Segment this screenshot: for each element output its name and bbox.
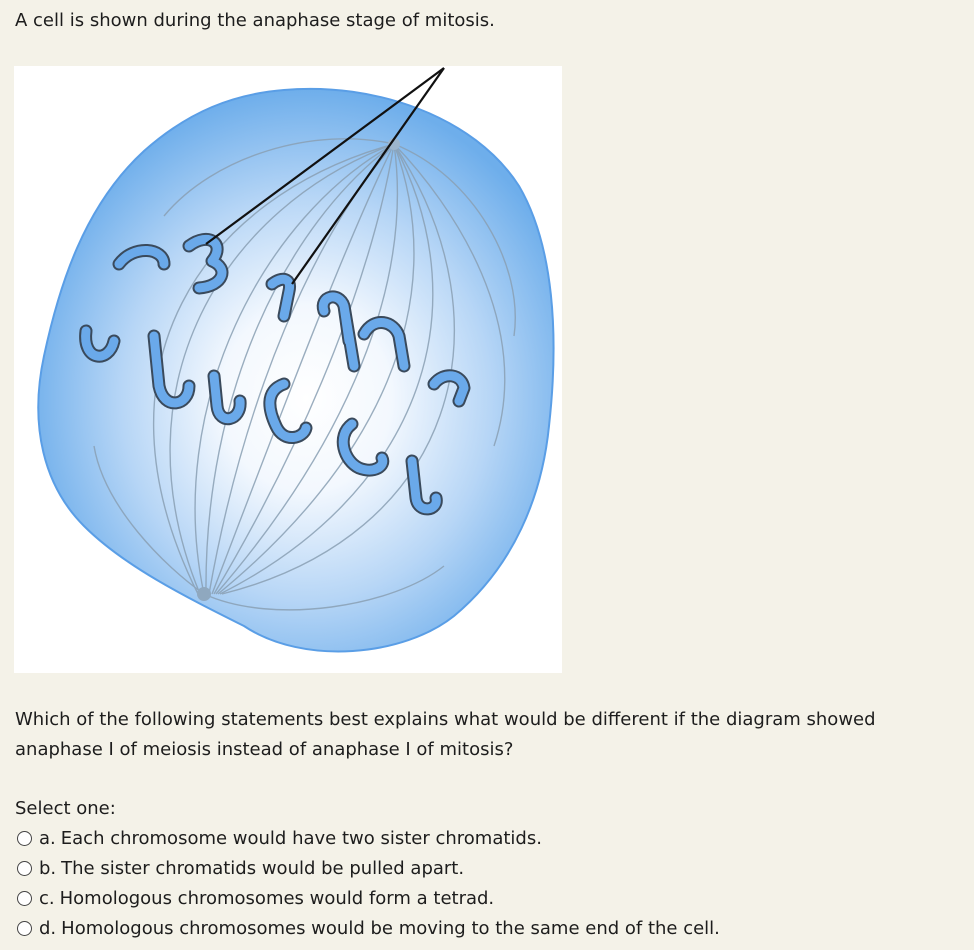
option-d[interactable] bbox=[15, 913, 720, 943]
answer-options bbox=[15, 823, 720, 943]
option-text-b: The sister chromatids would be pulled apart. bbox=[61, 857, 465, 879]
radio-button-c[interactable] bbox=[17, 891, 32, 906]
option-letter-a: a. bbox=[39, 827, 56, 849]
option-letter-b: b. bbox=[39, 857, 57, 879]
option-c[interactable] bbox=[15, 883, 720, 913]
radio-button-a[interactable] bbox=[17, 831, 32, 846]
option-letter-c: c. bbox=[39, 887, 55, 909]
option-a[interactable] bbox=[15, 823, 720, 853]
option-letter-d: d. bbox=[39, 917, 57, 939]
select-one-label: Select one: bbox=[15, 798, 116, 819]
cell-membrane bbox=[38, 89, 553, 652]
radio-button-d[interactable] bbox=[17, 921, 32, 936]
option-text-d: Homologous chromosomes would be moving to the same end of the cell. bbox=[61, 917, 720, 939]
option-text-c: Homologous chromosomes would form a tetrad. bbox=[59, 887, 495, 909]
radio-button-b[interactable] bbox=[17, 861, 32, 876]
lower-pole bbox=[197, 587, 211, 601]
option-b[interactable] bbox=[15, 853, 720, 883]
anaphase-cell-diagram bbox=[14, 66, 562, 673]
question-intro: A cell is shown during the anaphase stage of mitosis. bbox=[15, 10, 495, 31]
cell-illustration bbox=[14, 66, 562, 673]
option-text-a: Each chromosome would have two sister chromatids. bbox=[60, 827, 542, 849]
question-prompt: Which of the following statements best explains what would be different if the diagram showed anaphase I of meiosis instead of anaphase I of mitosis? bbox=[15, 709, 876, 760]
